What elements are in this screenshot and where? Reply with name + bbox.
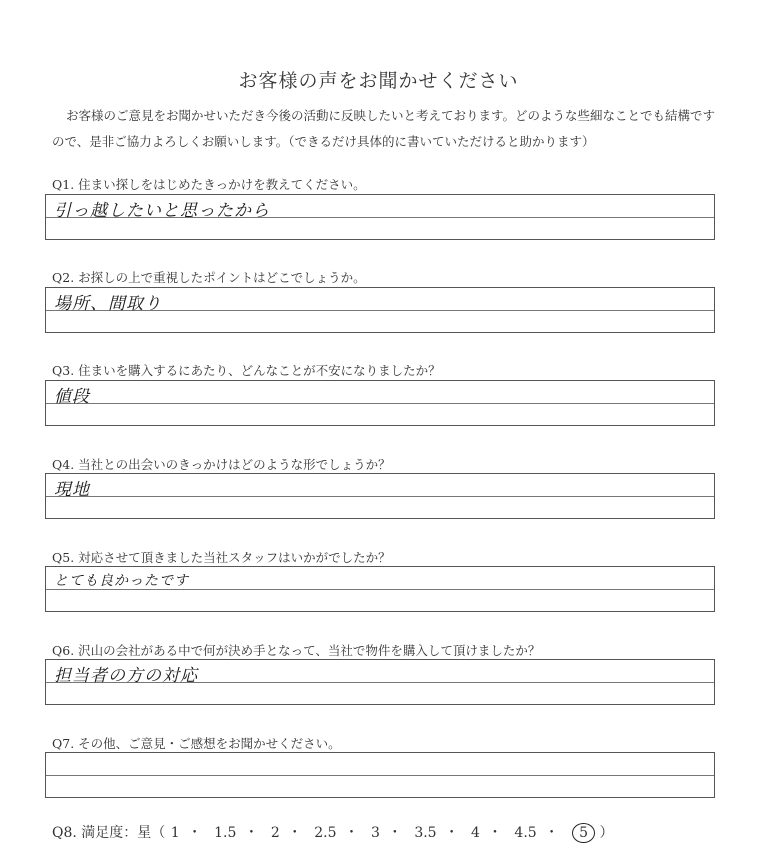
satisfaction-label: Q8. 満足度：星（ bbox=[52, 825, 166, 841]
satisfaction-rating bbox=[52, 822, 614, 843]
question-4-answer-box[interactable] bbox=[45, 473, 715, 519]
question-2-label: Q2. お探しの上で重視したポイントはどこでしょうか。 bbox=[52, 270, 366, 285]
rating-option[interactable]: 1 bbox=[170, 825, 180, 841]
answer-line bbox=[46, 775, 714, 776]
rating-option[interactable]: 4 bbox=[471, 825, 480, 841]
question-7-label: Q7. その他、ご意見・ご感想をお聞かせください。 bbox=[52, 736, 341, 751]
question-7-answer-box[interactable] bbox=[45, 752, 715, 798]
question-5-label: Q5. 対応させて頂きました当社スタッフはいかがでしたか？ bbox=[52, 550, 391, 565]
question-3-answer-box[interactable] bbox=[45, 380, 715, 426]
rating-separator: ・ bbox=[444, 825, 459, 841]
question-1-answer-box[interactable] bbox=[45, 194, 715, 240]
answer-line bbox=[46, 496, 714, 497]
question-6-answer: 担当者の方の対応 bbox=[54, 666, 198, 686]
rating-separator: ・ bbox=[344, 825, 359, 841]
rating-separator: ・ bbox=[187, 825, 202, 841]
question-5-answer-box[interactable] bbox=[45, 566, 715, 612]
rating-option[interactable]: 2.5 bbox=[314, 825, 337, 841]
rating-option-selected[interactable]: 5 bbox=[572, 823, 595, 843]
page-title: お客様の声をお聞かせください bbox=[238, 70, 519, 92]
rating-option[interactable]: 1.5 bbox=[214, 825, 237, 841]
question-4-label: Q4. 当社との出会いのきっかけはどのような形でしょうか？ bbox=[52, 457, 391, 472]
rating-option[interactable]: 3 bbox=[370, 825, 380, 841]
question-4-answer: 現地 bbox=[54, 480, 90, 500]
rating-separator: ・ bbox=[287, 825, 302, 841]
question-6-label: Q6. 沢山の会社がある中で何が決め手となって、当社で物件を購入して頂けましたか？ bbox=[52, 643, 541, 658]
answer-line bbox=[46, 403, 714, 404]
question-3-answer: 値段 bbox=[54, 387, 90, 407]
question-1-label: Q1. 住まい探しをはじめたきっかけを教えてください。 bbox=[52, 177, 366, 192]
question-2-answer: 場所、間取り bbox=[54, 294, 162, 314]
question-3-label: Q3. 住まいを購入するにあたり、どんなことが不安になりましたか？ bbox=[52, 363, 441, 378]
rating-option[interactable]: 3.5 bbox=[414, 825, 437, 841]
question-1-answer: 引っ越したいと思ったから bbox=[54, 201, 270, 221]
question-5-answer: とても良かったです bbox=[54, 573, 189, 589]
intro-text: お客様のご意見をお聞かせいただき今後の活動に反映したいと考えております。どのような些細なことでも結構ですので、是非ご協力よろしくお願いします。（できるだけ具体的に書いていただけると助かります） bbox=[52, 108, 716, 149]
satisfaction-close: ） bbox=[599, 825, 614, 841]
rating-separator: ・ bbox=[487, 825, 502, 841]
rating-option[interactable]: 2 bbox=[270, 825, 280, 841]
question-2-answer-box[interactable] bbox=[45, 287, 715, 333]
question-6-answer-box[interactable] bbox=[45, 659, 715, 705]
rating-separator: ・ bbox=[244, 825, 259, 841]
rating-option[interactable]: 4.5 bbox=[514, 825, 537, 841]
rating-separator: ・ bbox=[387, 825, 402, 841]
rating-separator: ・ bbox=[544, 825, 559, 841]
